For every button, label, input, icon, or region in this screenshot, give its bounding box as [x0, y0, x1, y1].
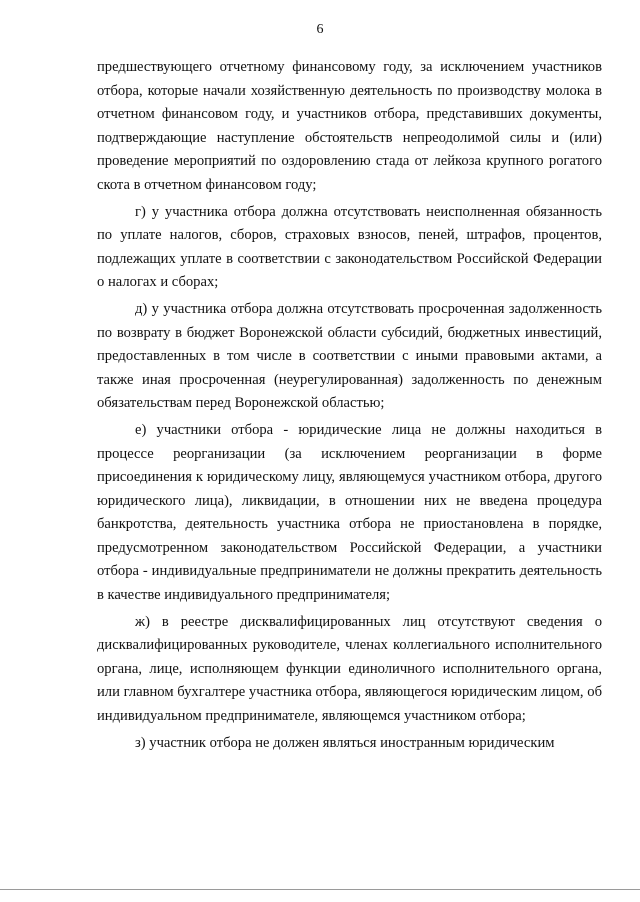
paragraph-item-d: д) у участника отбора должна отсутствовать просроченная задолженность по возврату в бюджет Воронежской области субсидий, бюджетных инвестиций, предоставленных в том числе в соответствии с иными правовыми актами, а также иная просроченная (неурегулированная) задолженность по денежным обязательствам перед Воронежской областью;: [97, 300, 602, 412]
paragraph-item-zh: ж) в реестре дисквалифицированных лиц отсутствуют сведения о дисквалифицированных руководителе, членах коллегиального исполнительного органа, лице, исполняющем функции единоличного исполнительного органа, или главном бухгалтере участника отбора, являющегося юридическим лицом, об индивидуальном предпринимателе, являющемся участником отбора;: [97, 613, 602, 725]
document-body: [97, 56, 602, 758]
bottom-edge-line: [0, 889, 640, 890]
page-number: 6: [316, 22, 324, 37]
paragraph-item-g: г) у участника отбора должна отсутствовать неисполненная обязанность по уплате налогов, сборов, страховых взносов, пеней, штрафов, процентов, подлежащих уплате в соответствии с законодательством Российской Федерации о налогах и сборах;: [97, 203, 602, 291]
paragraph-item-z: з) участник отбора не должен являться иностранным юридическим: [135, 734, 555, 751]
paragraph-item-e: е) участники отбора - юридические лица не должны находиться в процессе реорганизации (за исключением реорганизации в форме присоединения к юридическому лицу, являющемуся участником отбора, другого юридического лица), ликвидации, в отношении них не введена процедура банкротства, деятельность участника отбора не приостановлена в порядке, предусмотренном законодательством Российской Федерации, а участники отбора - индивидуальные предприниматели не должны прекратить деятельность в качестве индивидуального предпринимателя;: [97, 421, 602, 604]
paragraph-continuation: предшествующего отчетному финансовому году, за исключением участников отбора, которые начали хозяйственную деятельность по производству молока в отчетном финансовом году, и участников отбора, представивших документы, подтверждающие наступление обстоятельств непреодолимой силы и (или) проведение мероприятий по оздоровлению стада от лейкоза крупного рогатого скота в отчетном финансовом году;: [97, 59, 602, 193]
